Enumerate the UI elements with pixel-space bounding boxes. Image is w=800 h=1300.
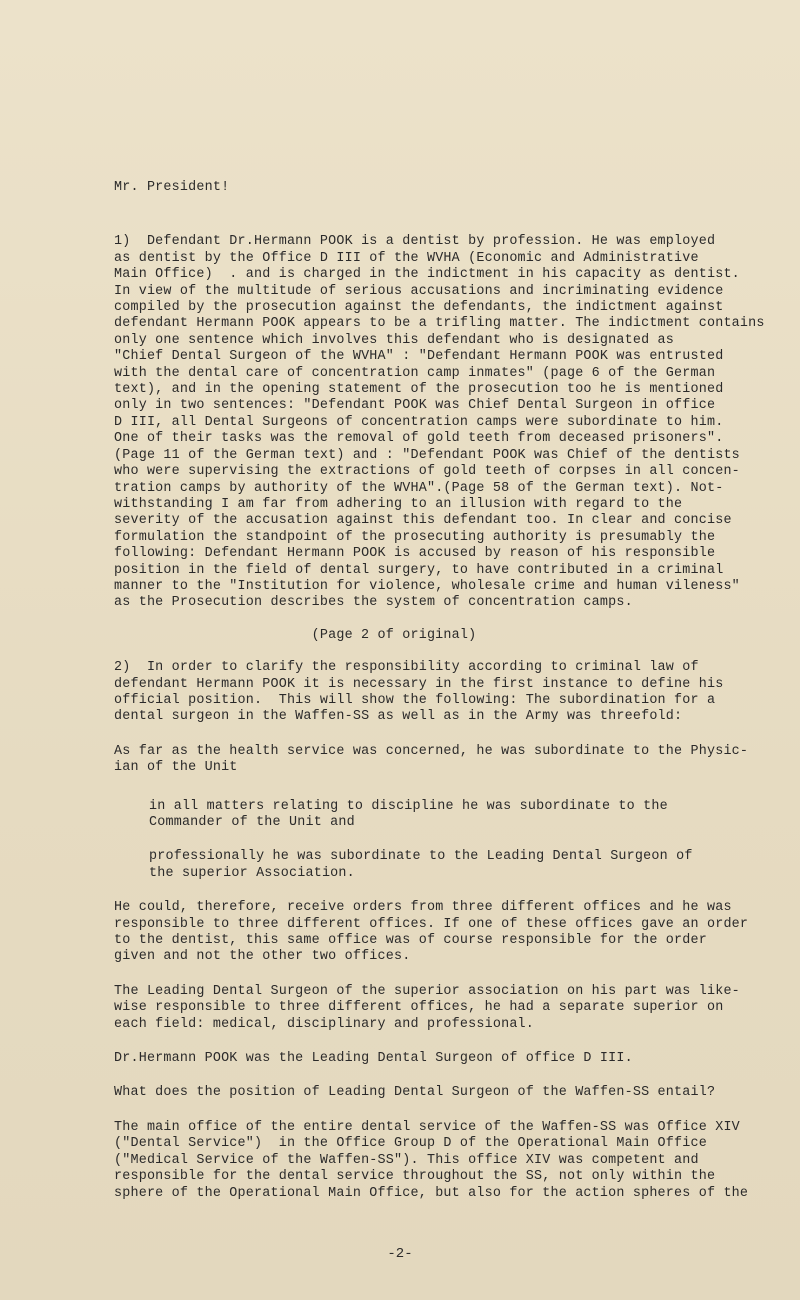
text-line: tration camps by authority of the WVHA".(Page 58 of the German text). Not- [114,480,724,496]
text-line: Dr.Hermann POOK was the Leading Dental Surgeon of office D III. [114,1051,633,1067]
text-line: following: Defendant Hermann POOK is accused by reason of his responsible [114,546,716,562]
text-line: He could, therefore, receive orders from three different offices and he was [114,900,732,916]
paragraph-8 [114,1051,764,1067]
text-line: formulation the standpoint of the prosecuting authority is presumably the [114,529,716,545]
paragraph-10 [114,1120,764,1202]
text-line: In view of the multitude of serious accusations and incriminating evidence [114,283,724,299]
text-line: only in two sentences: "Defendant POOK was Chief Dental Surgeon in office [114,398,716,414]
paragraph-3 [114,744,764,777]
text-line: 2) In order to clarify the responsibility according to criminal law of [114,660,699,676]
text-line: Main Office) . and is charged in the indictment in his capacity as dentist. [114,267,740,283]
text-line: professionally he was subordinate to the Leading Dental Surgeon of [149,849,693,865]
text-line: ("Dental Service") in the Office Group D of the Operational Main Office [114,1136,707,1152]
salutation: Mr. President! [114,180,230,195]
text-line: only one sentence which involves this defendant who is designated as [114,332,675,348]
paragraph-7 [114,984,764,1033]
text-line: dental surgeon in the Waffen-SS as well as in the Army was threefold: [114,709,683,725]
text-line: compiled by the prosecution against the defendants, the indictment against [114,300,724,316]
paragraph-9 [114,1085,764,1101]
text-line: The main office of the entire dental service of the Waffen-SS was Office XIV [114,1119,740,1135]
document-body [114,180,764,1202]
text-line: D III, all Dental Surgeons of concentration camps were subordinate to him. [114,414,724,430]
text-line: sphere of the Operational Main Office, but also for the action spheres of the [114,1185,749,1201]
text-line: to the dentist, this same office was of course responsible for the order [114,933,707,949]
text-line: withstanding I am far from adhering to an illusion with regard to the [114,496,683,512]
text-line: Commander of the Unit and [149,815,355,830]
text-line: responsible to three different offices. If one of these offices gave an order [114,916,749,932]
text-line: as the Prosecution describes the system of concentration camps. [114,595,633,611]
paragraph-2 [114,660,764,726]
text-line: responsible for the dental service throughout the SS, not only within the [114,1169,716,1185]
text-line: (Page 11 of the German text) and : "Defendant POOK was Chief of the dentists [114,447,740,463]
text-line: as dentist by the Office D III of the WVHA (Economic and Administrative [114,250,699,266]
text-line: given and not the other two offices. [114,949,411,965]
text-line: 1) Defendant Dr.Hermann POOK is a dentist by profession. He was employed [114,234,716,250]
text-line: severity of the accusation against this defendant too. In clear and concise [114,513,732,529]
text-line: defendant Hermann POOK it is necessary in the first instance to define his [114,676,724,692]
page-marker: (Page 2 of original) [311,627,477,643]
text-line: with the dental care of concentration camp inmates" (page 6 of the German [114,365,716,381]
text-line: One of their tasks was the removal of gold teeth from deceased prisoners". [114,431,724,447]
text-line: "Chief Dental Surgeon of the WVHA" : "Defendant Hermann POOK was entrusted [114,349,724,365]
paragraph-1 [114,234,764,611]
text-line: who were supervising the extractions of gold teeth of corpses in all concen- [114,464,740,480]
text-line: official position. This will show the following: The subordination for a [114,692,716,708]
paragraph-5 [114,849,764,882]
text-line: The Leading Dental Surgeon of the superior association on his part was like- [114,983,740,999]
text-line: text), and in the opening statement of the prosecution too he is mentioned [114,382,724,398]
paragraph-6 [114,900,764,966]
text-line: in all matters relating to discipline he was subordinate to the [149,798,668,814]
paragraph-4 [114,799,764,832]
page-number: -2- [387,1246,413,1262]
text-line: ian of the Unit [114,760,238,776]
text-line: What does the position of Leading Dental Surgeon of the Waffen-SS entail? [114,1085,716,1101]
text-line: position in the field of dental surgery, to have contributed in a criminal [114,562,724,578]
text-line: As far as the health service was concerned, he was subordinate to the Physic- [114,743,749,759]
text-line: ("Medical Service of the Waffen-SS"). This office XIV was competent and [114,1152,699,1168]
text-line: wise responsible to three different offices, he had a separate superior on [114,1000,724,1016]
text-line: the superior Association. [149,865,355,881]
text-line: each field: medical, disciplinary and professional. [114,1016,535,1032]
text-line: manner to the "Institution for violence, wholesale crime and human vileness" [114,578,740,594]
text-line: defendant Hermann POOK appears to be a trifling matter. The indictment contains [114,316,765,332]
